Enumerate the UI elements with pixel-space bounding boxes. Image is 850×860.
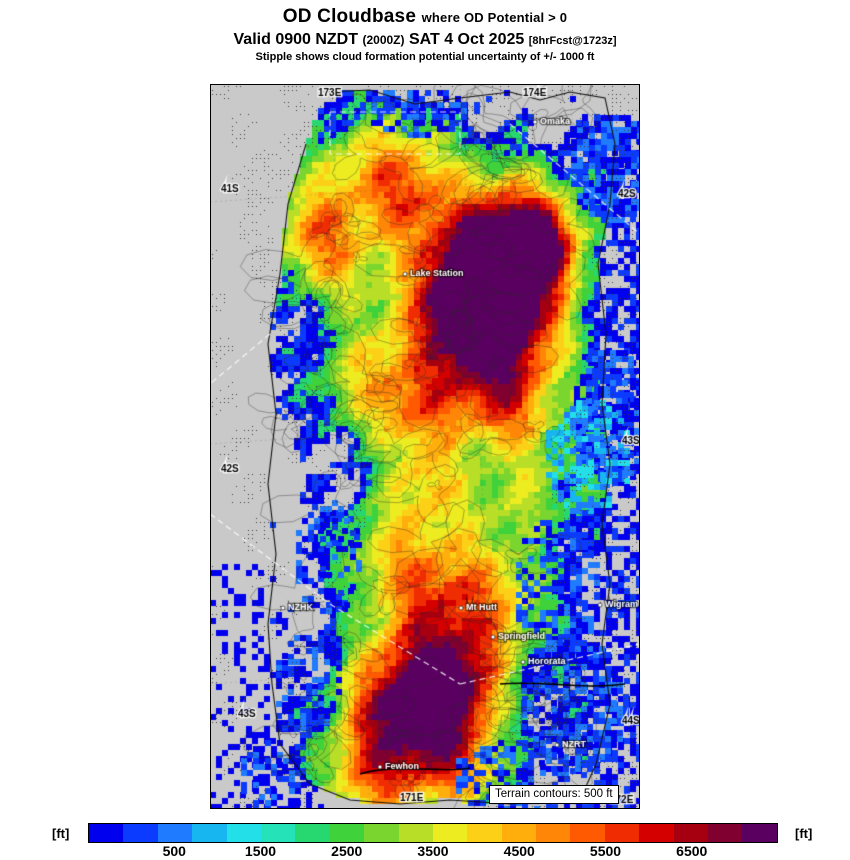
colorbar-swatch bbox=[89, 824, 123, 842]
colorbar-swatch bbox=[570, 824, 604, 842]
title-condition: where OD Potential > 0 bbox=[421, 10, 568, 25]
colorbar-swatch bbox=[192, 824, 226, 842]
colorbar-tick-label: 3500 bbox=[417, 843, 449, 859]
colorbar-swatch bbox=[639, 824, 673, 842]
colorbar-tick-label: 6500 bbox=[676, 843, 708, 859]
colorbar-swatch bbox=[708, 824, 742, 842]
page-title bbox=[0, 6, 850, 28]
colorbar-swatch bbox=[123, 824, 157, 842]
forecast-map[interactable] bbox=[210, 84, 640, 809]
colorbar-swatch bbox=[502, 824, 536, 842]
colorbar-unit-right: [ft] bbox=[795, 826, 813, 841]
valid-local: Valid 0900 NZDT bbox=[233, 31, 359, 48]
colorbar-unit-left: [ft] bbox=[52, 826, 70, 841]
valid-time-line bbox=[0, 31, 850, 49]
stipple-note: Stipple shows cloud formation potential uncertainty of +/- 1000 ft bbox=[255, 51, 595, 63]
colorbar-swatch bbox=[674, 824, 708, 842]
colorbar-swatch bbox=[433, 824, 467, 842]
terrain-contour-note: Terrain contours: 500 ft bbox=[489, 785, 619, 804]
map-raster bbox=[210, 84, 640, 809]
colorbar-swatch bbox=[295, 824, 329, 842]
colorbar-swatch bbox=[536, 824, 570, 842]
colorbar-tick-label: 5500 bbox=[589, 843, 622, 859]
colorbar bbox=[88, 823, 778, 843]
colorbar-tick-label: 2500 bbox=[331, 843, 363, 859]
colorbar-swatch bbox=[467, 824, 501, 842]
colorbar-swatch bbox=[158, 824, 192, 842]
colorbar-swatch bbox=[330, 824, 364, 842]
valid-zulu: (2000Z) bbox=[362, 33, 405, 47]
valid-date: SAT 4 Oct 2025 bbox=[408, 31, 525, 48]
title-main: OD Cloudbase bbox=[282, 6, 417, 27]
forecast-stamp: [8hrFcst@1723z] bbox=[528, 35, 617, 47]
colorbar-tick-label: 4500 bbox=[503, 843, 535, 859]
colorbar-tick-label: 500 bbox=[162, 843, 186, 859]
colorbar-swatch bbox=[399, 824, 433, 842]
header-block bbox=[0, 0, 850, 63]
colorbar-swatch bbox=[605, 824, 639, 842]
colorbar-swatch bbox=[227, 824, 261, 842]
colorbar-swatch bbox=[742, 824, 776, 842]
colorbar-tick-label: 1500 bbox=[244, 843, 277, 859]
colorbar-swatch bbox=[261, 824, 295, 842]
colorbar-swatch bbox=[364, 824, 398, 842]
